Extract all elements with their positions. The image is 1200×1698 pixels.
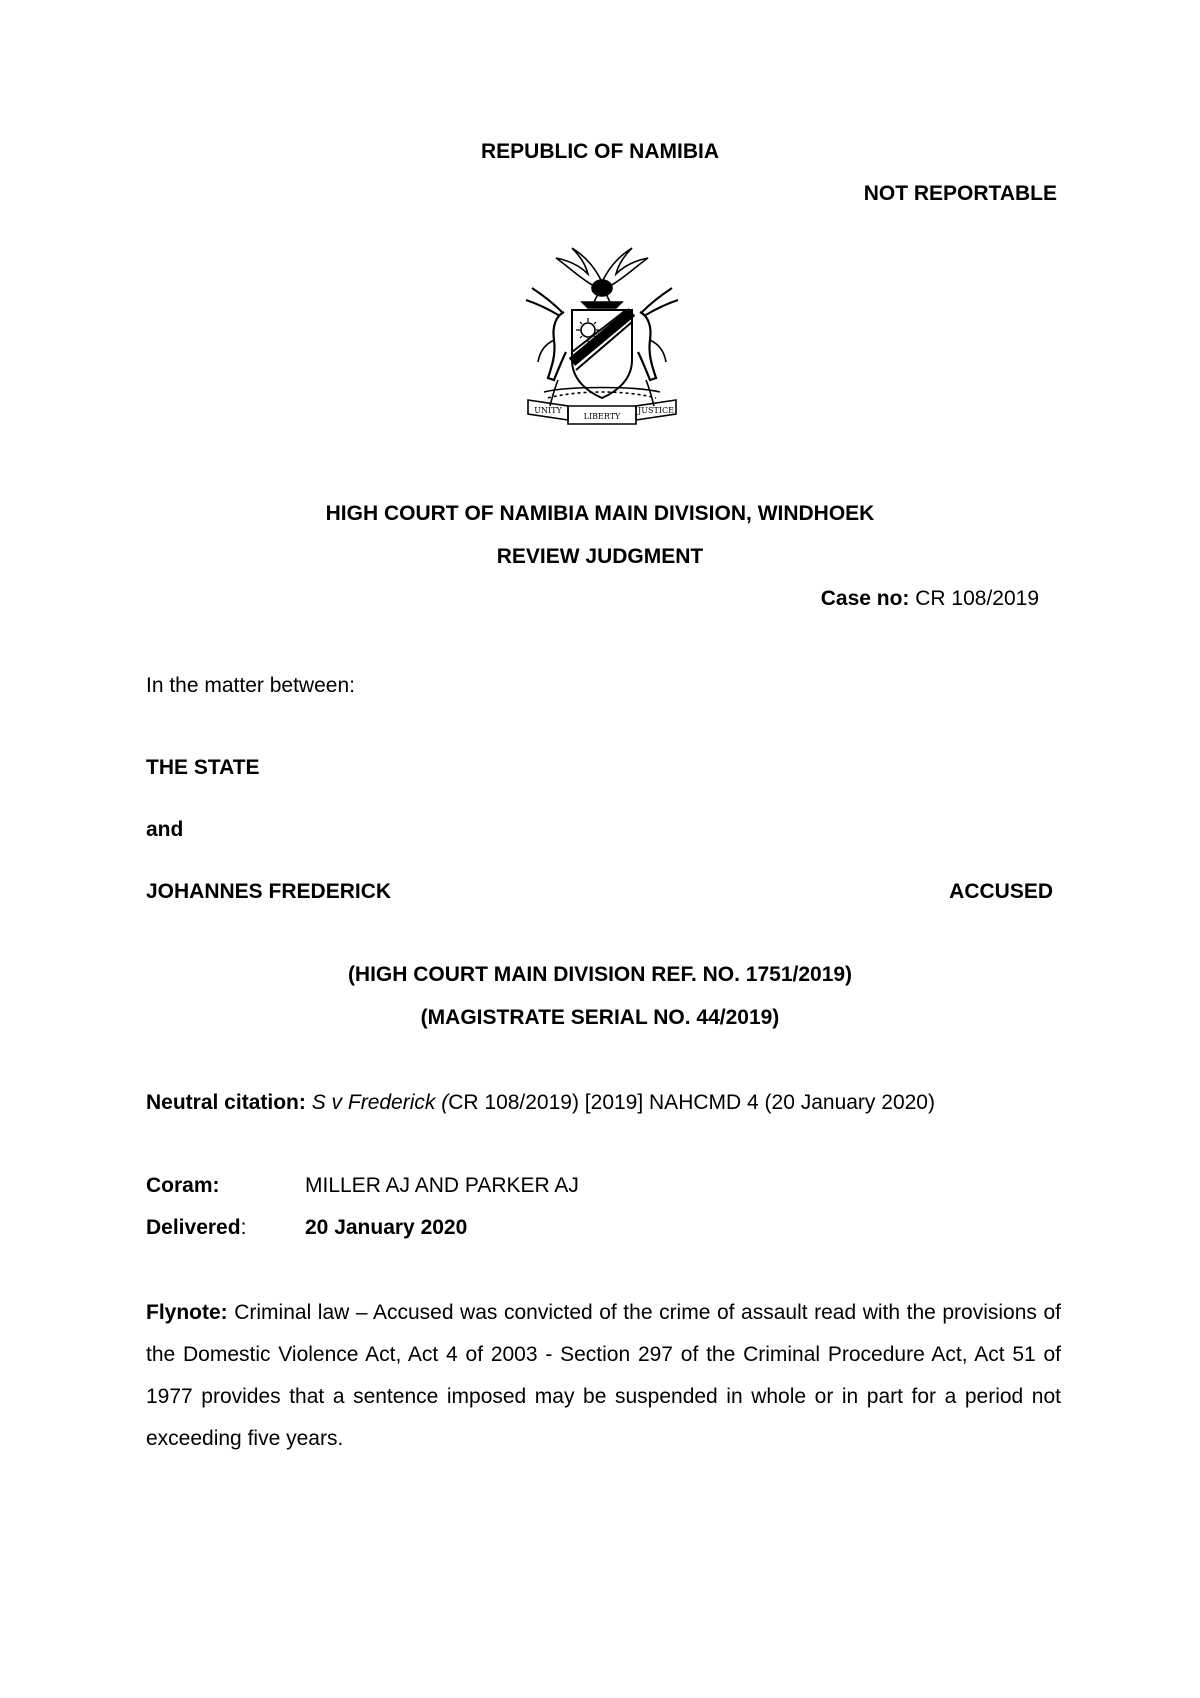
delivered-label-text: Delivered — [146, 1216, 241, 1239]
party-state: THE STATE — [146, 756, 260, 779]
party-conjunction: and — [146, 818, 184, 841]
citation-case-name: S v Frederick ( — [305, 1091, 449, 1114]
country-heading: REPUBLIC OF NAMIBIA — [481, 140, 719, 163]
case-no-value: CR 108/2019 — [909, 587, 1039, 610]
coram-label: Coram: — [146, 1174, 220, 1197]
case-no-label: Case no: — [820, 587, 910, 610]
party-accused-name: JOHANNES FREDERICK — [146, 880, 392, 903]
flynote-text: Criminal law – Accused was convicted of the crime of assault read with the provisions of the Domestic Violence Act, Act 4 of 2003 - Section 297 of the Criminal Procedure Act, Act 51 of 1977 provides that a sentence imposed may be suspended in whole or in part for a period not exceeding five years. — [146, 1301, 1061, 1450]
high-court-reference: (HIGH COURT MAIN DIVISION REF. NO. 1751/2019) — [347, 963, 853, 986]
citation-reference: CR 108/2019) [2019] NAHCMD 4 (20 January 2020) — [448, 1091, 935, 1114]
delivered-date: 20 January 2020 — [305, 1216, 468, 1239]
delivered-label — [146, 1216, 246, 1240]
motto-unity: UNITY — [534, 406, 562, 415]
court-name: HIGH COURT OF NAMIBIA MAIN DIVISION, WINDHOEK — [325, 502, 875, 525]
citation-label: Neutral citation: — [146, 1091, 306, 1114]
flynote-paragraph — [146, 1292, 1061, 1460]
coram-value: MILLER AJ AND PARKER AJ — [305, 1174, 579, 1197]
judgment-type: REVIEW JUDGMENT — [496, 545, 704, 568]
neutral-citation — [146, 1091, 935, 1115]
motto-justice: JUSTICE — [638, 406, 674, 415]
coat-of-arms-emblem — [508, 230, 696, 428]
party-accused-role: ACCUSED — [949, 880, 1053, 903]
matter-intro: In the matter between: — [146, 674, 355, 697]
case-number — [821, 587, 1039, 611]
motto-liberty: LIBERTY — [583, 412, 621, 421]
reportability-status: NOT REPORTABLE — [863, 182, 1057, 205]
flynote-label: Flynote: — [146, 1301, 228, 1324]
delivered-label-colon: : — [240, 1216, 247, 1239]
magistrate-serial: (MAGISTRATE SERIAL NO. 44/2019) — [420, 1006, 780, 1029]
